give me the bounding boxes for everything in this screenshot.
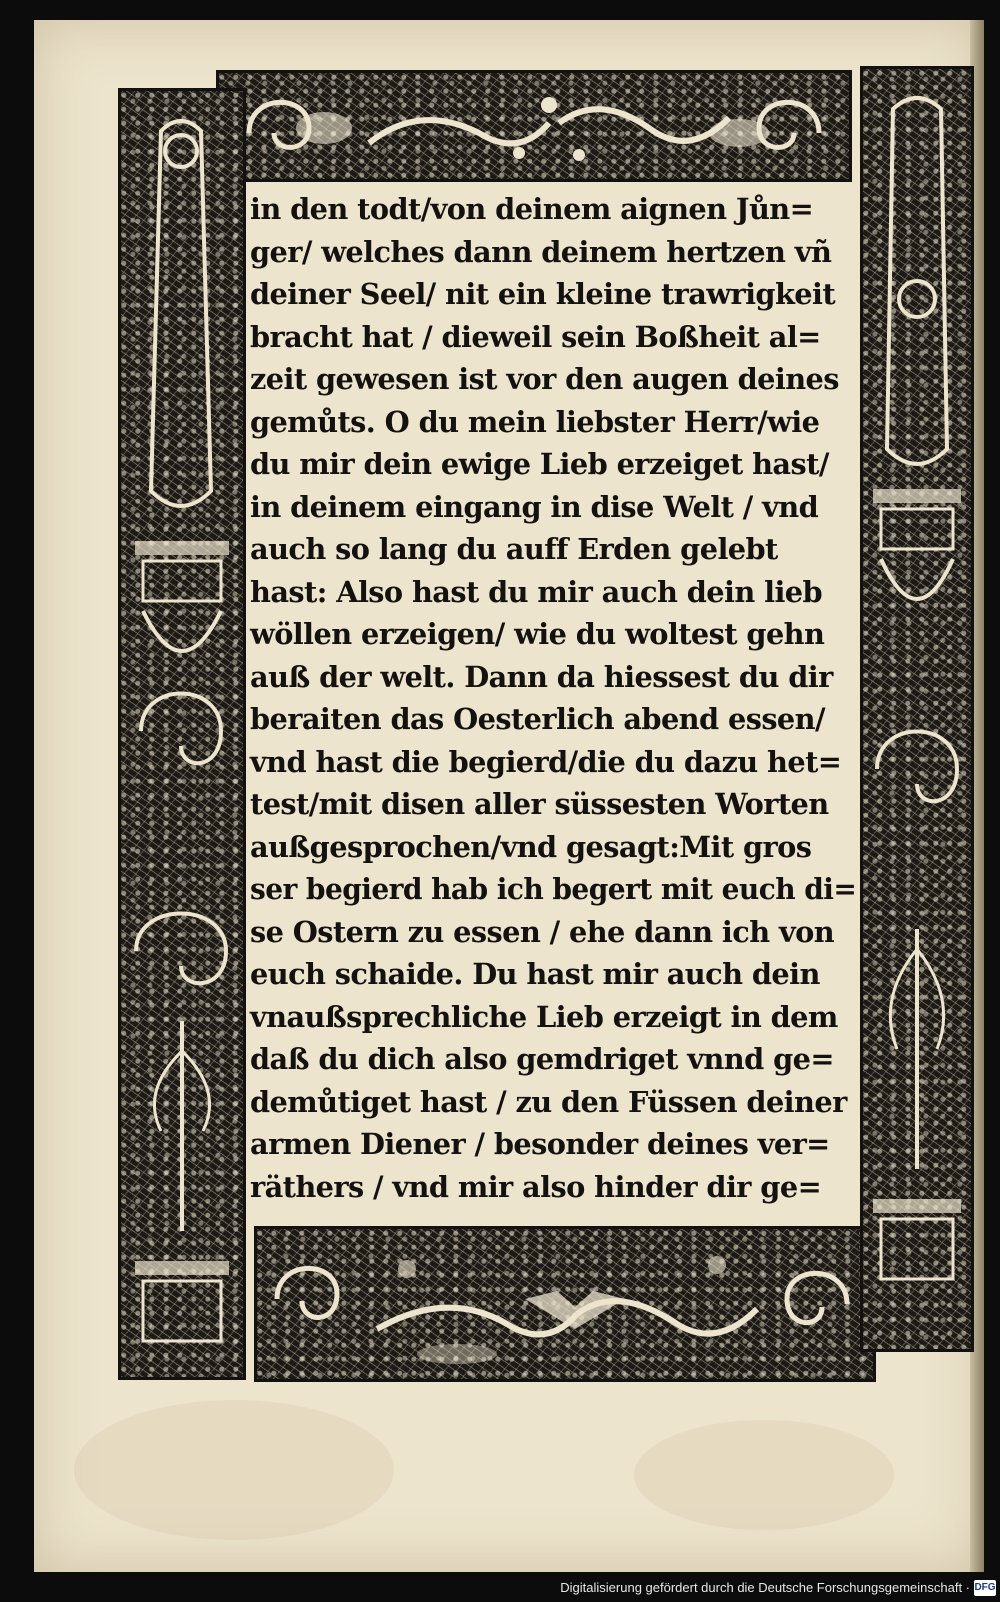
fraktur-text-block	[250, 188, 860, 1208]
woodcut-ornament-icon	[121, 91, 243, 1377]
text-line: wöllen erzeigen/ wie du woltest gehn	[250, 617, 825, 651]
text-line: demůtiget hast / zu den Füssen deiner	[250, 1084, 847, 1119]
paper-stain	[634, 1420, 894, 1530]
text-line: beraiten das Oesterlich abend essen/	[250, 702, 825, 736]
text-line: zeit gewesen ist vor den augen deines	[250, 362, 839, 396]
text-line: daß du dich also gemdriget vnnd ge=	[250, 1042, 834, 1076]
text-line: ger/ welches dann deinem hertzen vñ	[250, 234, 832, 269]
text-line: armen Diener / besonder deines ver=	[250, 1127, 830, 1161]
woodcut-ornament-icon	[863, 69, 971, 1349]
text-line: hast: Also hast du mir auch dein lieb	[250, 574, 823, 609]
woodcut-ornament-icon	[257, 1229, 873, 1379]
text-line: in den todt/von deinem aignen Jůn=	[250, 192, 814, 226]
text-line: test/mit disen aller süssesten Worten	[250, 787, 829, 821]
top-ornament-border	[216, 70, 852, 182]
text-line: außgesprochen/vnd gesagt:Mit gros	[250, 829, 812, 864]
text-line: vnaußsprechliche Lieb erzeigt in dem	[250, 999, 838, 1034]
paper-stain	[74, 1400, 394, 1540]
bottom-ornament-border	[254, 1226, 876, 1382]
text-line: vnd hast die begierd/die du dazu het=	[250, 744, 842, 779]
woodcut-ornament-icon	[219, 73, 849, 179]
text-line: bracht hat / dieweil sein Boßheit al=	[250, 319, 821, 354]
text-line: ser begierd hab ich begert mit euch di=	[250, 872, 857, 906]
footer-bar	[0, 1576, 1000, 1602]
text-line: deiner Seel/ nit ein kleine trawrigkeit	[250, 277, 836, 311]
funding-credit: Digitalisierung gefördert durch die Deutsche Forschungsgemeinschaft ·	[560, 1580, 970, 1595]
text-line: auch so lang du auff Erden gelebt	[250, 532, 778, 566]
text-line: euch schaide. Du hast mir auch dein	[250, 957, 820, 991]
text-line: du mir dein ewige Lieb erzeiget hast/	[250, 447, 829, 481]
text-line: in deinem eingang in dise Welt / vnd	[250, 489, 819, 524]
text-line: räthers / vnd mir also hinder dir ge=	[250, 1169, 822, 1204]
text-line: se Ostern zu essen / ehe dann ich von	[250, 914, 835, 949]
text-line: auß der welt. Dann da hiessest du dir	[250, 659, 833, 694]
left-ornament-border	[118, 88, 246, 1380]
dfg-logo-icon: DFG	[974, 1580, 996, 1596]
right-ornament-border	[860, 66, 974, 1352]
text-line: gemůts. O du mein liebster Herr/wie	[250, 404, 820, 439]
